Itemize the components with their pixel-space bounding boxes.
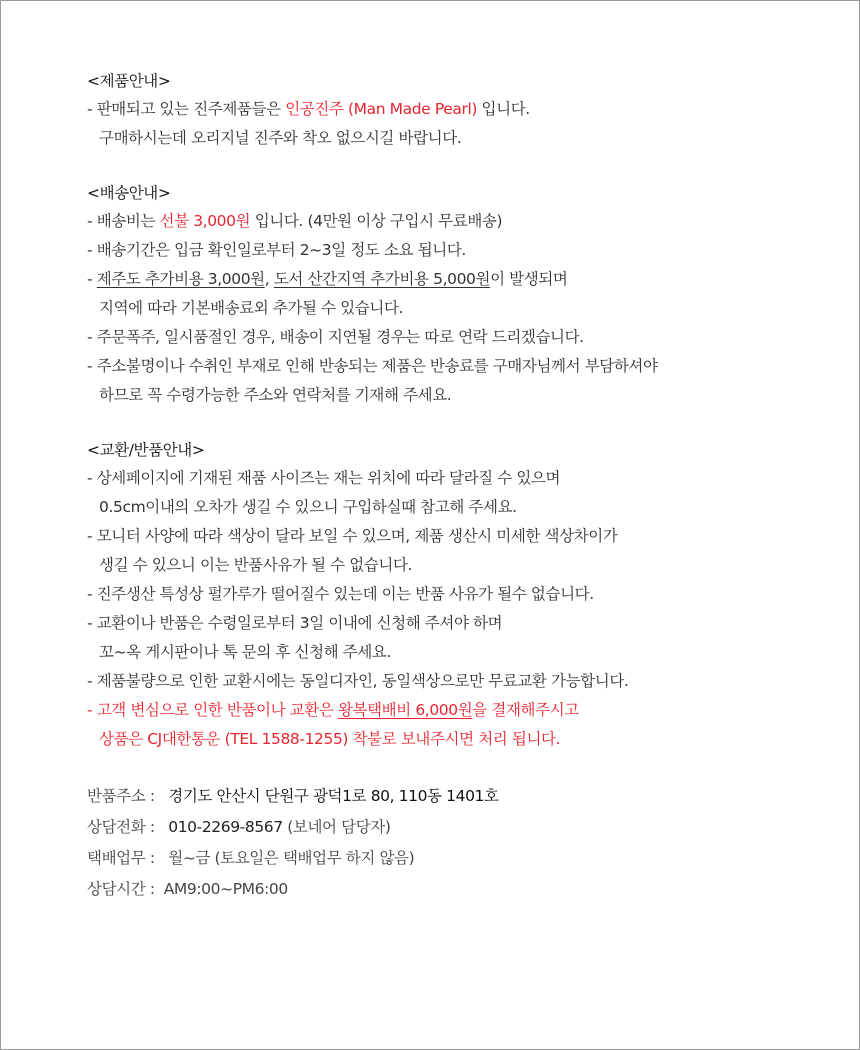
hours-value: AM9:00~PM6:00	[163, 880, 288, 898]
delivery-label: 택배업무 :	[87, 849, 155, 867]
exchange-line-8: - 제품불량으로 인한 교환시에는 동일디자인, 동일색상으로만 무료교환 가능합니다.	[87, 672, 629, 690]
exchange-line-3: - 모니터 사양에 따라 색상이 달라 보일 수 있으며, 제품 생산시 미세한 색상차이가	[87, 527, 618, 545]
shipping-line-1: - 배송비는 선불 3,000원 입니다. (4만원 이상 구입시 무료배송)	[87, 212, 503, 230]
exchange-line-1: - 상세페이지에 기재된 재품 사이즈는 재는 위치에 따라 달라질 수 있으며	[87, 469, 561, 487]
island-fee-underline: 도서 산간지역 추가비용 5,000원	[273, 270, 491, 288]
phone-value: 010-2269-8567	[168, 818, 283, 836]
shipping-line-5: - 주문폭주, 일시품절인 경우, 배송이 지연될 경우는 따로 연락 드리겠습니다.	[87, 328, 584, 346]
exchange-line-4: 생길 수 있으니 이는 반품사유가 될 수 없습니다.	[99, 556, 413, 574]
return-address-row	[87, 781, 839, 812]
shipping-line-7: 하므로 꼭 수령가능한 주소와 연락처를 기재해 주세요.	[99, 386, 452, 404]
shipping-line-2: - 배송기간은 입금 확인일로부터 2~3일 정도 소요 됩니다.	[87, 241, 466, 259]
product-line-2: 구매하시는데 오리지널 진주와 착오 없으시길 바랍니다.	[99, 129, 462, 147]
prepaid-fee-highlight: 선불 3,000원	[159, 212, 251, 230]
contact-info	[87, 781, 839, 905]
exchange-line-5: - 진주생산 특성상 펄가루가 떨어질수 있는데 이는 반품 사유가 될수 없습니다.	[87, 585, 594, 603]
phone-label: 상담전화 :	[87, 818, 155, 836]
exchange-line-2: 0.5cm이내의 오차가 생길 수 있으니 구입하실때 참고해 주세요.	[99, 498, 517, 516]
exchange-section	[87, 437, 839, 754]
notice-content	[87, 68, 839, 905]
exchange-line-9: - 고객 변심으로 인한 반품이나 교환은 왕복택배비 6,000원을 결재해주시고	[87, 701, 579, 719]
exchange-heading: <교환/반품안내>	[87, 441, 205, 459]
jeju-fee-underline: 제주도 추가비용 3,000원	[96, 270, 265, 288]
phone-note: (보네어 담당자)	[287, 818, 391, 836]
product-section	[87, 68, 839, 153]
product-line-1: - 판매되고 있는 진주제품들은 인공진주 (Man Made Pearl) 입니다.	[87, 100, 530, 118]
return-address-label: 반품주소 :	[87, 787, 155, 805]
delivery-value: 월~금 (토요일은 택배업무 하지 않음)	[168, 849, 415, 867]
hours-row	[87, 874, 839, 905]
delivery-row	[87, 843, 839, 874]
exchange-line-6: - 교환이나 반품은 수령일로부터 3일 이내에 신청해 주셔야 하며	[87, 614, 503, 632]
roundtrip-fee-underline: 왕복택배비 6,000원	[337, 701, 473, 719]
phone-row	[87, 812, 839, 843]
shipping-section	[87, 180, 839, 410]
shipping-line-3: - 제주도 추가비용 3,000원, 도서 산간지역 추가비용 5,000원이 발생되며	[87, 270, 568, 288]
exchange-line-10: 상품은 CJ대한통운 (TEL 1588-1255) 착불로 보내주시면 처리 됩니다.	[99, 730, 561, 748]
product-heading: <제품안내>	[87, 72, 171, 90]
shipping-line-4: 지역에 따라 기본배송료외 추가될 수 있습니다.	[99, 299, 404, 317]
artificial-pearl-highlight: 인공진주 (Man Made Pearl)	[285, 100, 478, 118]
exchange-line-7: 꼬~옥 게시판이나 톡 문의 후 신청해 주세요.	[99, 643, 392, 661]
shipping-line-6: - 주소불명이나 수취인 부재로 인해 반송되는 제품은 반송료를 구매자님께서 부담하셔야	[87, 357, 658, 375]
shipping-heading: <배송안내>	[87, 184, 171, 202]
hours-label: 상담시간 :	[87, 880, 155, 898]
return-address-value: 경기도 안산시 단원구 광덕1로 80, 110동 1401호	[168, 787, 499, 805]
